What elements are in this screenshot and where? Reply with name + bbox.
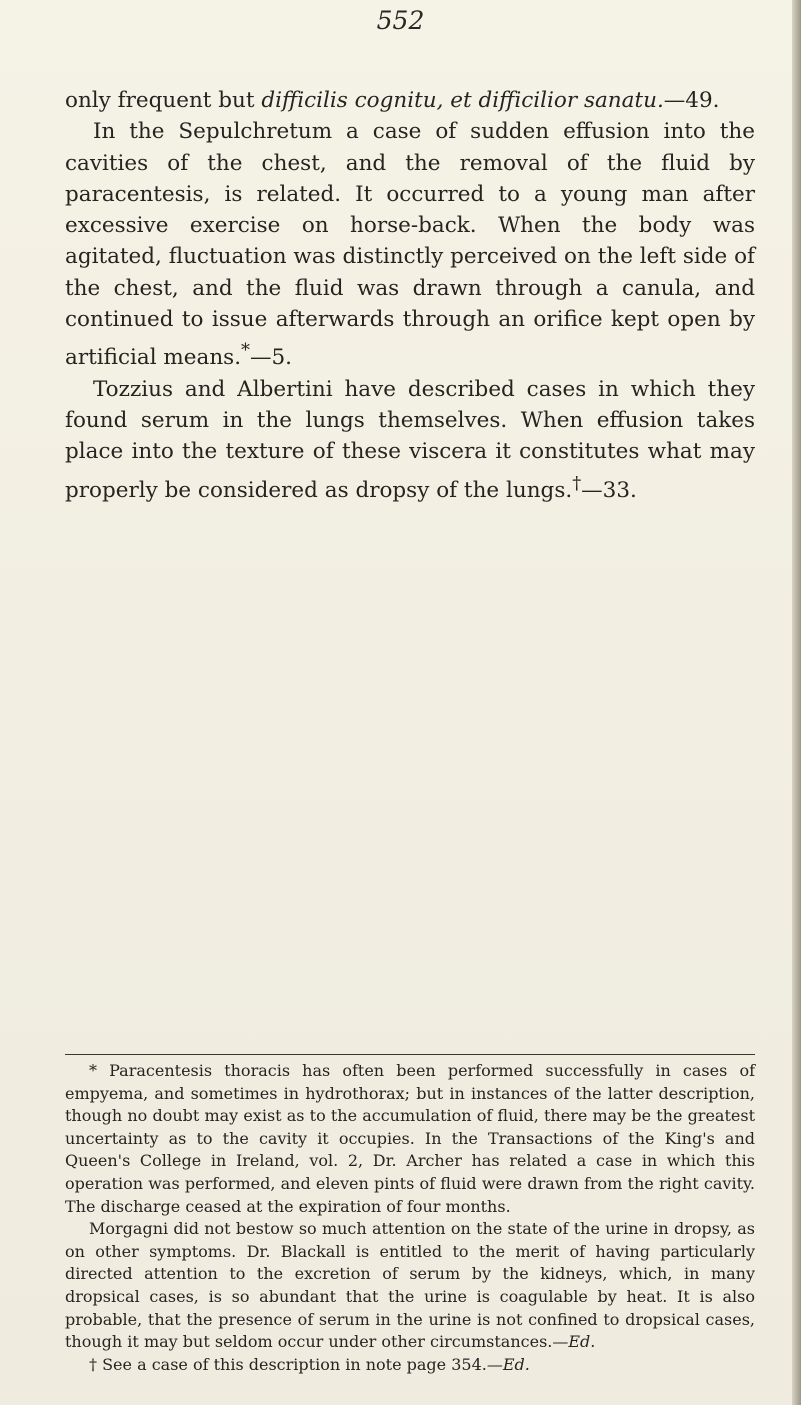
footnote-1-text: Paracentesis thoracis has often been performed successfully in cases of empyema, and sometimes in hydrothorax; but in instances of the latter description, though no doubt may exist as to the accumulation of fluid, there may be the greatest uncertainty as to the cavity it occupies. In the Transactions of the King's and Queen's College in Ireland, vol. 2, Dr. Archer has related a case in which this operation was performed, and eleven pints of fluid were drawn from the right cavity. The discharge ceased at the expiration of four months.: [65, 1061, 755, 1216]
footnote-3-text: See a case of this description in note page 354.: [97, 1354, 487, 1374]
paragraph-3-text: Tozzius and Albertini have described cases in which they found serum in the lungs themselves. When effusion takes place into the texture of these viscera it constitutes what may properly be considered as dropsy of the lungs.: [65, 376, 755, 503]
paragraph-3-reference: —33.: [581, 477, 637, 503]
page-number: 552: [376, 6, 425, 35]
paragraph-1: [65, 85, 755, 116]
footnote-marker-dagger: †: [572, 472, 582, 494]
paragraph-2-text: In the Sepulchretum a case of sudden effusion into the cavities of the chest, and the removal of the fluid by paracentesis, is related. It occurred to a young man after excessive exercise on horse-back. When the body was agitated, fluctuation was distinctly perceived on the left side of the chest, and the fluid was drawn through a canula, and continued to issue afterwards through an orifice kept open by artificial means.: [65, 119, 755, 371]
paragraph-1-reference: —49.: [663, 88, 720, 113]
footnote-2: [65, 1218, 755, 1354]
footnote-3-mark: †: [89, 1354, 97, 1374]
footnote-2-text: Morgagni did not bestow so much attention on the state of the urine in dropsy, as on other symptoms. Dr. Blackall is entitled to the merit of having particularly directed attention to the excretion of serum by the kidneys, which, in many dropsical cases, is so abundant that the urine is coagulable by heat. It is also probable, that the presence of serum in the urine is not confined to dropsical cases, though it may but seldom occur under other circumstances.: [65, 1219, 755, 1352]
page-edge-shadow: [792, 0, 801, 1405]
paragraph-2-reference: —5.: [250, 345, 293, 371]
footnote-1-mark: *: [89, 1061, 97, 1080]
latin-phrase: difficilis cognitu, et difficilior sanatu.: [261, 88, 664, 113]
footnote-2-editor: —Ed.: [552, 1332, 596, 1352]
footnote-3-editor: —Ed.: [486, 1354, 530, 1374]
main-text: [65, 85, 755, 506]
footnote-3: [65, 1354, 755, 1377]
paragraph-2: [65, 116, 755, 374]
paragraph-1-text: only frequent but: [65, 88, 262, 113]
footnote-rule: [65, 1054, 755, 1055]
footnote-1: [65, 1060, 755, 1218]
footnote-marker-asterisk: *: [241, 340, 250, 362]
footnotes: [65, 1060, 755, 1376]
paragraph-3: [65, 374, 755, 506]
